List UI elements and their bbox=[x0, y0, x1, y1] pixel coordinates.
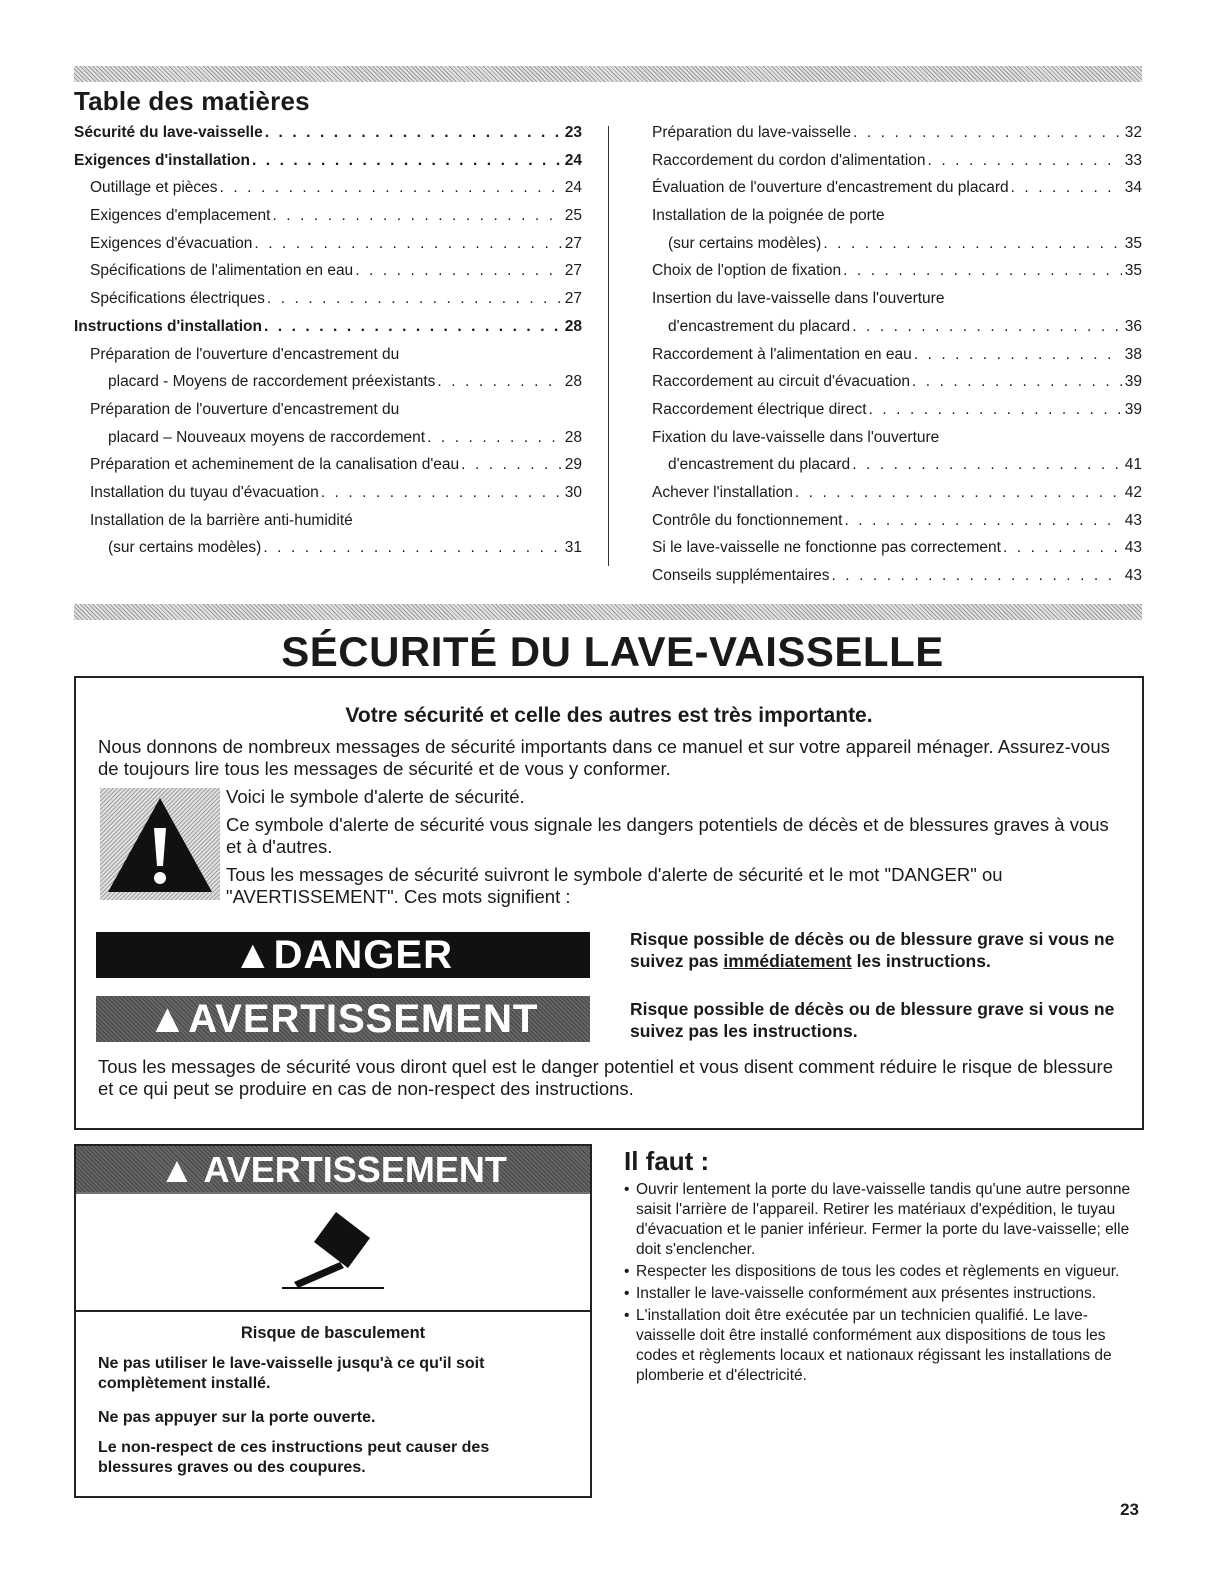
warning-panel-rule bbox=[76, 1310, 590, 1312]
toc-entry[interactable] bbox=[652, 539, 1142, 567]
must-list bbox=[622, 1180, 1144, 1388]
toc-leader-dots bbox=[850, 456, 1122, 474]
toc-page-number: 28 bbox=[564, 428, 582, 446]
toc-title: Table des matières bbox=[74, 86, 310, 116]
danger-signal-banner bbox=[96, 932, 590, 978]
toc-leader-dots bbox=[1001, 539, 1122, 557]
safety-alert-icon bbox=[100, 788, 220, 900]
toc-entry-text: Installation de la barrière anti-humidité bbox=[90, 511, 353, 529]
toc-divider bbox=[608, 126, 609, 566]
toc-entry[interactable] bbox=[652, 290, 1142, 318]
toc-page-number: 39 bbox=[1124, 373, 1142, 391]
must-item: • L'installation doit être exécutée par un technicien qualifié. Le lave-vaisselle doit être installé conformément aux dispositions de tous les codes et règlements locaux et nationaux régissant les installations de plomberie et d'électricité. bbox=[622, 1306, 1144, 1386]
toc-entry[interactable] bbox=[652, 429, 1142, 457]
toc-entry-text: Exigences d'évacuation bbox=[90, 234, 253, 252]
toc-page-number: 35 bbox=[1124, 234, 1142, 252]
toc-page-number: 30 bbox=[564, 483, 582, 501]
warning-signal-banner bbox=[96, 996, 590, 1042]
toc-entry-text: d'encastrement du placard bbox=[668, 456, 851, 474]
toc-entry-text: Exigences d'emplacement bbox=[90, 207, 271, 225]
toc-leader-dots bbox=[261, 539, 562, 557]
toc-entry[interactable] bbox=[74, 290, 582, 318]
alert-line-3: Tous les messages de sécurité suivront le symbole d'alerte de sécurité et le mot "DANGER" ou "AVERTISSEMENT". Ces mots signifient : bbox=[226, 864, 1003, 907]
toc-leader-dots bbox=[910, 373, 1122, 391]
toc-leader-dots bbox=[829, 567, 1122, 585]
toc-entry-text: Raccordement au circuit d'évacuation bbox=[652, 373, 910, 391]
toc-leader-dots bbox=[263, 124, 562, 142]
toc-leader-dots bbox=[265, 290, 562, 308]
toc-entry-text: Spécifications électriques bbox=[90, 290, 265, 308]
toc-entry-text: placard – Nouveaux moyens de raccordement bbox=[108, 428, 426, 446]
must-title: Il faut : bbox=[624, 1146, 710, 1176]
warning-panel-word: ▲ AVERTISSEMENT bbox=[76, 1146, 590, 1194]
section-hatched-bar bbox=[74, 604, 1142, 620]
danger-desc-emphasis: immédiatement bbox=[723, 951, 852, 971]
danger-desc-part1: Risque possible de décès ou de blessure grave si vous ne suivez pas bbox=[630, 929, 1115, 971]
alert-line-2: Ce symbole d'alerte de sécurité vous signale les dangers potentiels de décès et de blessures graves à vous et à d'autres. bbox=[226, 814, 1109, 857]
toc-entry-text: Installation du tuyau d'évacuation bbox=[90, 483, 319, 501]
toc-leader-dots bbox=[793, 484, 1122, 502]
top-hatched-bar bbox=[74, 66, 1142, 82]
toc-entry[interactable] bbox=[74, 207, 582, 235]
toc-entry-text: Préparation de l'ouverture d'encastrement du bbox=[90, 345, 400, 363]
toc-page-number: 39 bbox=[1124, 400, 1142, 418]
toc-leader-dots bbox=[851, 124, 1122, 142]
toc-leader-dots bbox=[218, 179, 562, 197]
toc-entry-text: Raccordement à l'alimentation en eau bbox=[652, 345, 912, 363]
toc-entry-text: placard - Moyens de raccordement préexistants bbox=[108, 373, 436, 391]
tip-over-line-1: Ne pas utiliser le lave-vaisselle jusqu'à ce qu'il soit complètement installé. bbox=[98, 1355, 485, 1392]
toc-entry-text: d'encastrement du placard bbox=[668, 317, 851, 335]
toc-entry-text: Préparation du lave-vaisselle bbox=[652, 124, 852, 141]
toc-leader-dots bbox=[850, 318, 1122, 336]
toc-entry-text: (sur certains modèles) bbox=[108, 539, 262, 557]
toc-entry-text: Spécifications de l'alimentation en eau bbox=[90, 262, 354, 280]
toc-entry-text: Conseils supplémentaires bbox=[652, 567, 830, 584]
toc-entry[interactable] bbox=[652, 401, 1142, 429]
toc-entry-text: Exigences d'installation bbox=[74, 151, 250, 169]
toc-entry[interactable] bbox=[652, 262, 1142, 290]
tip-over-icon bbox=[266, 1202, 396, 1302]
toc-entry-text: Instructions d'installation bbox=[74, 317, 262, 335]
toc-page-number: 43 bbox=[1124, 539, 1142, 557]
toc-page-number: 24 bbox=[564, 179, 582, 197]
warning-word: ▲AVERTISSEMENT bbox=[96, 996, 590, 1042]
toc-entry[interactable] bbox=[652, 318, 1142, 346]
toc-entry[interactable] bbox=[652, 207, 1142, 235]
toc-leader-dots bbox=[842, 512, 1122, 530]
toc-page-number: 27 bbox=[564, 262, 582, 280]
toc-page-number: 33 bbox=[1124, 151, 1142, 169]
toc-leader-dots bbox=[252, 235, 562, 253]
danger-word: ▲DANGER bbox=[233, 933, 453, 977]
toc-entry[interactable] bbox=[74, 484, 582, 512]
toc-entry-text: Installation de la poignée de porte bbox=[652, 207, 885, 225]
safety-closing: Tous les messages de sécurité vous diront quel est le danger potentiel et vous disent comment réduire le risque de blessure et ce qui peut se produire en cas de non-respect des instructions. bbox=[98, 1056, 1113, 1099]
toc-left-column bbox=[74, 124, 582, 567]
toc-leader-dots bbox=[867, 401, 1122, 419]
tip-over-line-2: Ne pas appuyer sur la porte ouverte. bbox=[98, 1409, 376, 1426]
toc-entry[interactable] bbox=[74, 179, 582, 207]
toc-entry-text: Raccordement du cordon d'alimentation bbox=[652, 151, 926, 169]
toc-entry[interactable] bbox=[74, 318, 582, 346]
alert-line-1: Voici le symbole d'alerte de sécurité. bbox=[226, 786, 525, 807]
toc-entry[interactable] bbox=[652, 512, 1142, 540]
toc-entry-text: Préparation de l'ouverture d'encastrement du bbox=[90, 400, 400, 418]
toc-leader-dots bbox=[319, 484, 562, 502]
toc-page-number: 34 bbox=[1124, 179, 1142, 197]
toc-entry[interactable] bbox=[652, 484, 1142, 512]
toc-entry[interactable] bbox=[74, 456, 582, 484]
toc-entry-text: Évaluation de l'ouverture d'encastrement du placard bbox=[652, 179, 1009, 197]
toc-leader-dots bbox=[270, 207, 562, 225]
must-item: • Installer le lave-vaisselle conformément aux présentes instructions. bbox=[622, 1284, 1144, 1304]
tip-over-title: Risque de basculement bbox=[240, 1324, 426, 1342]
toc-entry[interactable] bbox=[652, 152, 1142, 180]
toc-page-number: 24 bbox=[564, 151, 582, 169]
toc-entry[interactable] bbox=[74, 124, 582, 152]
toc-page-number: 35 bbox=[1124, 262, 1142, 280]
toc-entry-text: Contrôle du fonctionnement bbox=[652, 511, 843, 529]
alert-explanation bbox=[226, 786, 1126, 908]
toc-entry-text: Raccordement électrique direct bbox=[652, 400, 867, 418]
toc-page-number: 42 bbox=[1124, 483, 1142, 501]
must-item: • Ouvrir lentement la porte du lave-vaisselle tandis qu'une autre personne saisit l'arrière de l'appareil. Retirer les matériaux d'expédition, le tuyau d'évacuation et le panier inférieur. Fermer la porte du lave-vaisselle; elle doit s'enclencher. bbox=[622, 1180, 1144, 1260]
toc-entry[interactable] bbox=[652, 373, 1142, 401]
toc-entry[interactable] bbox=[74, 262, 582, 290]
warning-panel-header bbox=[76, 1146, 590, 1192]
danger-desc-part2: les instructions. bbox=[851, 951, 991, 971]
toc-entry-text: (sur certains modèles) bbox=[668, 234, 822, 252]
toc-entry[interactable] bbox=[74, 373, 582, 401]
toc-leader-dots bbox=[250, 152, 562, 170]
tip-over-line-3: Le non-respect de ces instructions peut causer des blessures graves ou des coupures. bbox=[98, 1439, 490, 1476]
toc-entry-text: Insertion du lave-vaisselle dans l'ouverture bbox=[652, 290, 945, 308]
toc-entry-text: Si le lave-vaisselle ne fonctionne pas correctement bbox=[652, 539, 1001, 557]
toc-page-number: 29 bbox=[564, 456, 582, 474]
warning-panel bbox=[74, 1144, 592, 1498]
toc-entry[interactable] bbox=[652, 179, 1142, 207]
toc-entry[interactable] bbox=[74, 401, 582, 429]
toc-leader-dots bbox=[262, 318, 562, 336]
toc-leader-dots bbox=[1009, 179, 1122, 197]
toc-page-number: 43 bbox=[1124, 511, 1142, 529]
toc-entry[interactable] bbox=[74, 346, 582, 374]
toc-leader-dots bbox=[353, 262, 562, 280]
toc-entry[interactable] bbox=[652, 456, 1142, 484]
toc-entry[interactable] bbox=[652, 346, 1142, 374]
danger-description bbox=[630, 928, 1130, 972]
toc-page-number: 23 bbox=[564, 124, 582, 141]
toc-entry[interactable] bbox=[74, 152, 582, 180]
toc-entry[interactable] bbox=[74, 539, 582, 567]
toc-entry-text: Préparation et acheminement de la canalisation d'eau bbox=[90, 456, 460, 474]
section-title: SÉCURITÉ DU LAVE-VAISSELLE bbox=[281, 628, 944, 675]
toc-entry[interactable] bbox=[652, 124, 1142, 152]
toc-entry-text: Choix de l'option de fixation bbox=[652, 262, 842, 280]
toc-leader-dots bbox=[912, 346, 1122, 364]
safety-heading: Votre sécurité et celle des autres est très importante. bbox=[345, 704, 873, 727]
toc-leader-dots bbox=[841, 262, 1122, 280]
toc-right-column bbox=[652, 124, 1142, 595]
toc-entry[interactable] bbox=[652, 567, 1142, 595]
toc-page-number: 31 bbox=[564, 539, 582, 557]
toc-page-number: 41 bbox=[1124, 456, 1142, 474]
toc-page-number: 25 bbox=[564, 207, 582, 225]
toc-entry[interactable] bbox=[74, 512, 582, 540]
warning-description: Risque possible de décès ou de blessure grave si vous ne suivez pas les instructions. bbox=[630, 999, 1115, 1041]
toc-entry[interactable] bbox=[74, 429, 582, 457]
toc-page-number: 32 bbox=[1124, 124, 1142, 141]
must-item: • Respecter les dispositions de tous les codes et règlements en vigueur. bbox=[622, 1262, 1144, 1282]
toc-entry-text: Fixation du lave-vaisselle dans l'ouverture bbox=[652, 428, 940, 446]
toc-entry-text: Outillage et pièces bbox=[90, 179, 218, 197]
toc-entry[interactable] bbox=[74, 235, 582, 263]
toc-page-number: 36 bbox=[1124, 317, 1142, 335]
toc-page-number: 28 bbox=[564, 317, 582, 335]
safety-intro: Nous donnons de nombreux messages de sécurité importants dans ce manuel et sur votre appareil ménager. Assurez-vous de toujours lire tous les messages de sécurité et de vous y conformer. bbox=[98, 736, 1110, 779]
toc-leader-dots bbox=[821, 235, 1122, 253]
toc-page-number: 27 bbox=[564, 290, 582, 308]
toc-leader-dots bbox=[926, 152, 1122, 170]
toc-page-number: 38 bbox=[1124, 345, 1142, 363]
safety-box bbox=[74, 676, 1144, 1130]
toc-page-number: 27 bbox=[564, 234, 582, 252]
page-number: 23 bbox=[1120, 1500, 1139, 1519]
toc-leader-dots bbox=[425, 429, 562, 447]
toc-entry-text: Sécurité du lave-vaisselle bbox=[74, 124, 263, 141]
toc-leader-dots bbox=[459, 456, 562, 474]
toc-page-number: 43 bbox=[1124, 567, 1142, 584]
toc-page-number: 28 bbox=[564, 373, 582, 391]
toc-entry[interactable] bbox=[652, 235, 1142, 263]
toc-leader-dots bbox=[435, 373, 562, 391]
toc-entry-text: Achever l'installation bbox=[652, 483, 793, 501]
